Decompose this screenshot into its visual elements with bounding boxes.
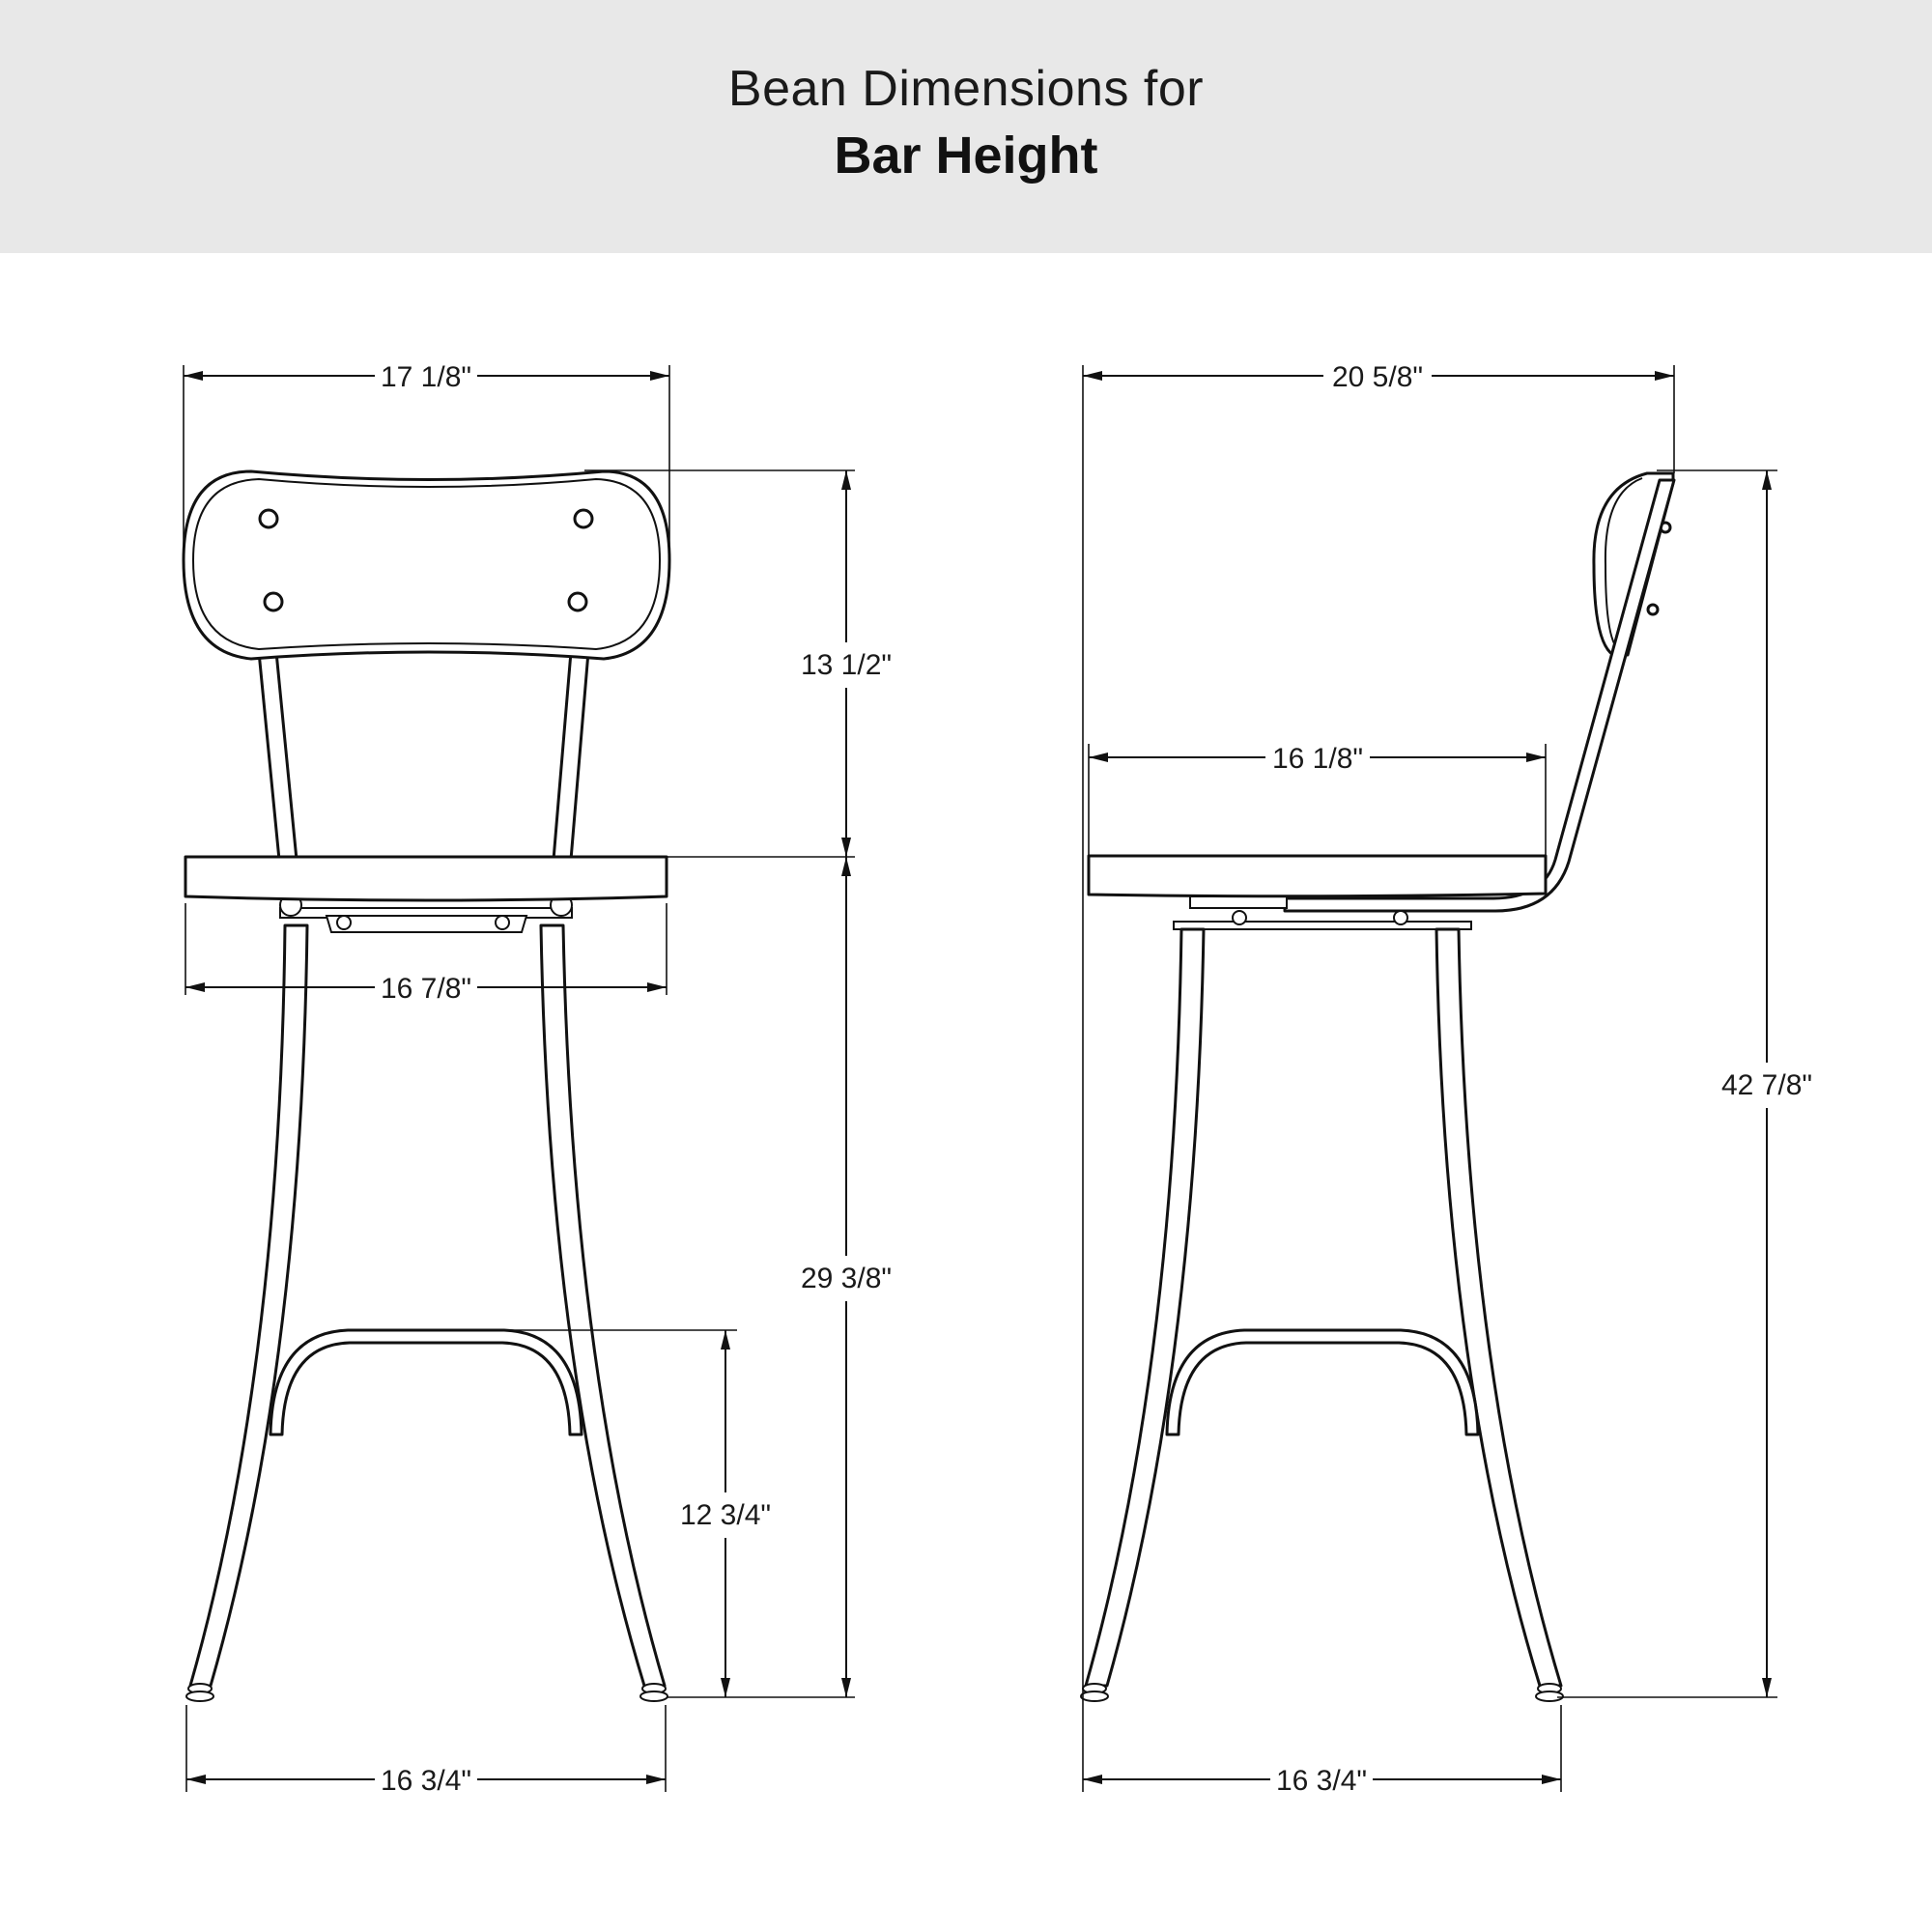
bolt-icon [575,510,592,527]
front-backrest [184,471,669,659]
side-base-depth-label: 16 3/4" [1275,1765,1368,1797]
front-footrest [270,1330,582,1435]
side-overall-depth-label: 20 5/8" [1331,361,1424,393]
bolt-icon [260,510,277,527]
side-swivel-plate [1174,922,1471,929]
front-back-post-right [554,652,588,860]
front-footrest-height-label: 12 3/4" [679,1499,772,1531]
side-leg-front [1086,929,1204,1686]
front-leg-right [541,925,665,1686]
side-overall-height-label: 42 7/8" [1720,1069,1813,1101]
side-footrest [1167,1330,1478,1435]
side-seat-depth-label: 16 1/8" [1271,743,1364,775]
header-subtitle: Bar Height [834,127,1098,185]
front-seat [185,857,667,900]
front-back-height-label: 13 1/2" [800,649,893,681]
side-view-stool [1081,473,1674,1701]
front-leg-left [190,925,307,1686]
front-base-width-label: 16 3/4" [380,1765,472,1797]
front-overall-width-label: 17 1/8" [380,361,472,393]
side-leg-rear [1436,929,1561,1686]
side-seat [1089,856,1546,896]
front-seat-width-label: 16 7/8" [380,973,472,1005]
bolt-icon [1648,605,1658,614]
front-view-stool [184,471,669,1701]
bolt-icon [265,593,282,611]
front-back-post-left [259,652,297,860]
front-seat-height-label: 29 3/8" [800,1263,893,1294]
header-title: Bean Dimensions for [727,61,1205,117]
bolt-icon [569,593,586,611]
